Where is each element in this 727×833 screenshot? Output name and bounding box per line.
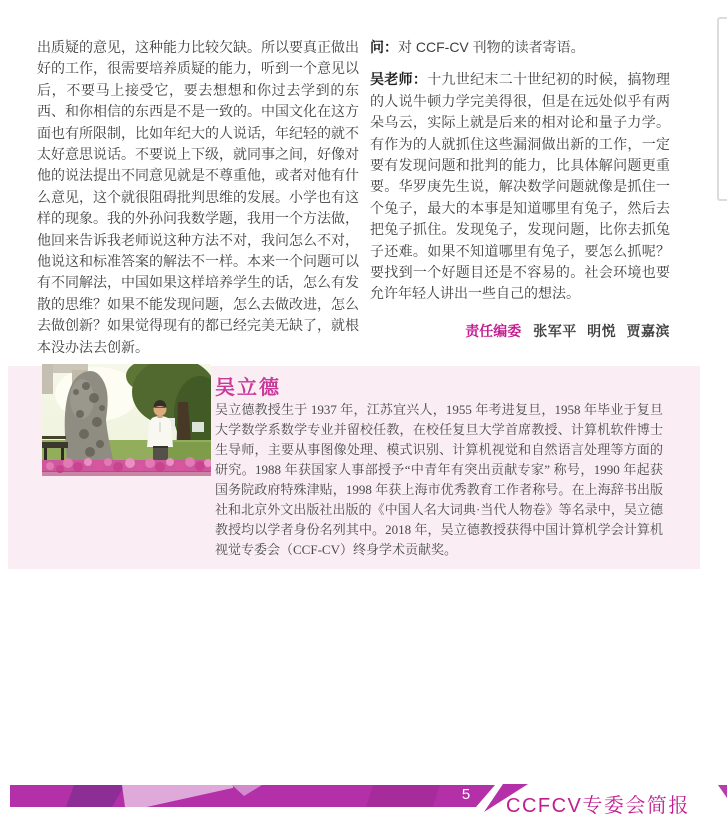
article-left-column	[37, 37, 359, 358]
answer-paragraph	[370, 69, 670, 304]
editors-names: 张军平 明悦 贾嘉滨	[533, 322, 670, 339]
profile-name: 吴立德	[215, 377, 281, 399]
answer-label: 吴老师：	[370, 71, 428, 88]
question-text: 对 CCF-CV 刊物的读者寄语。	[398, 39, 585, 55]
question-line	[370, 37, 670, 58]
editors-line	[370, 321, 670, 342]
profile-photo	[42, 364, 211, 476]
left-paragraph: 出质疑的意见，这种能力比较欠缺。所以要真正做出好的工作，很需要培养质疑的能力，听到一个意见以后，不要马上接受它，要去想想和你过去学到的东西、和你相信的东西是不是一致的。中国文化在这方面也有所限制，比如年纪大的人说话，年纪轻的就不太好意思说话。不要说上下级，就同事之间，好像对他的说法提出不同意见就是不尊重他，或者对他有什么意见，这个就很阻碍批判思维的发展。小学也有这样的现象。我的外孙问我数学题，我用一个方法做，他回来告诉我老师说这种方法不对，我问怎么不对，他说这和标准答案的解法不一样。本来一个问题可以有不同解法，中国如果这样培养学生的话，怎么有发散的思维？如果不能发现问题，怎么去做改进，怎么去做创新？如果觉得现有的都已经完美无缺了，就根本没办法去创新。	[37, 39, 359, 355]
newsletter-title: CCFCV专委会简报	[506, 795, 690, 817]
page-number: 5	[461, 786, 471, 803]
article-right-column	[370, 37, 670, 342]
page-edge-panel	[717, 17, 727, 201]
question-label: 问：	[370, 39, 398, 55]
editors-label: 责任编委	[465, 322, 522, 339]
answer-text: 十九世纪末二十世纪初的时候，搞物理的人说牛顿力学完美得很，但是在远处似乎有两朵乌云，实际上就是后来的相对论和量子力学。有作为的人就抓住这些漏洞做出新的工作，一定要有发现问题和批判的能力，比具体解问题更重要。华罗庚先生说，解决数学问题就像是抓住一个兔子，最大的本事是知道哪里有兔子，然后去把兔子抓住。发现兔子，发现问题，比你去抓兔子还难。如果不知道哪里有兔子，要怎么抓呢？要找到一个好题目还是不容易的。社会环境也要允许年轻人讲出一些自己的想法。	[370, 71, 671, 302]
profile-panel	[8, 366, 700, 569]
profile-bio: 吴立德教授生于 1937 年，江苏宜兴人，1955 年考进复旦，1958 年毕业于复旦大学数学系数学专业并留校任教，在校任复旦大学首席教授、计算机软件博士生导师，主要从事图像处理、模式识别、计算机视觉和自然语言处理等方面的研究。1988 年获国家人事部授予“中青年有突出贡献专家” 称号，1990 年起获国务院政府特殊津贴，1998 年获上海市优秀教育工作者称号。在上海辞书出版社和北京外文出版社出版的《中国人名大词典·当代人物卷》等名录中，吴立德教授均以学者身份名列其中。2018 年，吴立德教授获得中国计算机学会计算机视觉专委会（CCF-CV）终身学术贡献奖。	[215, 402, 663, 557]
